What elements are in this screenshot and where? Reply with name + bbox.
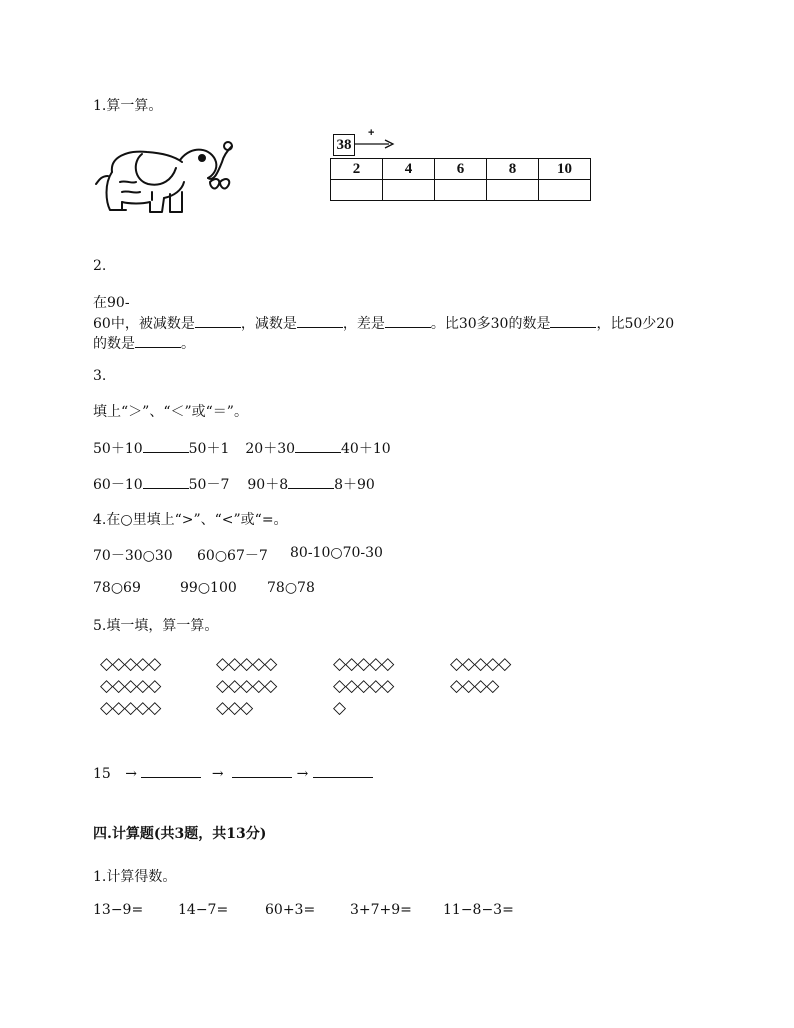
expr: 20＋30 xyxy=(245,441,296,457)
q2-number: 2. xyxy=(93,258,107,274)
q2-text: ，减数是 xyxy=(240,316,297,332)
answer-blank[interactable] xyxy=(232,765,292,778)
answer-cell[interactable] xyxy=(539,180,591,201)
q2-text: 的数是 xyxy=(93,336,135,352)
q2-line3 xyxy=(93,333,195,353)
diamond-row: ◇◇◇◇◇ xyxy=(100,676,161,696)
answer-blank[interactable] xyxy=(297,315,343,328)
problem: 60+3= xyxy=(265,902,316,918)
problem: 3+7+9= xyxy=(350,902,412,918)
answer-blank[interactable] xyxy=(288,476,334,489)
expr: 60－10 xyxy=(93,477,143,493)
q5-chain xyxy=(93,765,373,782)
q4-item: 78○69 xyxy=(93,580,141,596)
answer-cell[interactable] xyxy=(383,180,435,201)
arrow-icon xyxy=(355,139,395,149)
plus-sign: + xyxy=(368,127,375,139)
q5-title: 5.填一填，算一算。 xyxy=(93,618,219,634)
answer-cell[interactable] xyxy=(331,180,383,201)
elephant-image xyxy=(92,132,242,222)
answer-cell[interactable] xyxy=(435,180,487,201)
answer-blank[interactable] xyxy=(195,315,241,328)
expr: 8＋90 xyxy=(334,477,375,493)
expr: 50＋1 xyxy=(188,441,230,457)
table-cell: 6 xyxy=(435,159,487,180)
table-cell: 4 xyxy=(383,159,435,180)
q2-text: ，比50少20 xyxy=(596,316,675,332)
diamond-group xyxy=(333,653,393,719)
diamond-group xyxy=(216,653,276,719)
diamond-row: ◇◇◇◇◇ xyxy=(216,654,277,674)
section4-q1-title: 1.计算得数。 xyxy=(93,869,177,885)
answer-blank[interactable] xyxy=(313,765,373,778)
diamond-row: ◇◇◇◇◇ xyxy=(100,654,161,674)
answer-blank[interactable] xyxy=(295,440,341,453)
diamond-group xyxy=(100,653,160,719)
q4-item: 80-10○70-30 xyxy=(290,545,383,561)
expr: 50＋10 xyxy=(93,441,143,457)
answer-blank[interactable] xyxy=(141,765,201,778)
q4-item: 60○67－7 xyxy=(197,548,268,564)
q1-title: 1.算一算。 xyxy=(93,98,163,114)
arrow-right-icon: → xyxy=(296,766,309,782)
q3-row1 xyxy=(93,438,391,458)
table-cell: 2 xyxy=(331,159,383,180)
diamond-row: ◇◇◇◇◇ xyxy=(333,654,394,674)
table-cell: 10 xyxy=(539,159,591,180)
q4-item: 99○100 xyxy=(180,580,237,596)
table-header-row xyxy=(331,159,591,180)
table-answer-row xyxy=(331,180,591,201)
expr: 40＋10 xyxy=(341,441,391,457)
diamond-group xyxy=(450,653,510,697)
diamond-row: ◇ xyxy=(333,698,346,718)
start-value: 15 xyxy=(93,766,111,782)
expr: 90＋8 xyxy=(247,477,289,493)
q4-item: 70－30○30 xyxy=(93,548,173,564)
diamond-row: ◇◇◇◇◇ xyxy=(333,676,394,696)
q2-text: 60中，被减数是 xyxy=(93,316,195,332)
diamond-row: ◇◇◇ xyxy=(216,698,253,718)
diamond-row: ◇◇◇◇◇ xyxy=(100,698,161,718)
answer-blank[interactable] xyxy=(143,476,189,489)
problem: 13−9= xyxy=(93,902,144,918)
answer-blank[interactable] xyxy=(143,440,189,453)
table-cell: 8 xyxy=(487,159,539,180)
answer-blank[interactable] xyxy=(550,315,596,328)
addition-table xyxy=(330,158,591,201)
q4-title: 4.在○里填上“>”、“<”或“=。 xyxy=(93,512,288,528)
q3-number: 3. xyxy=(93,368,107,384)
arrow-right-icon: → xyxy=(211,766,224,782)
q2-text: 。 xyxy=(181,336,195,352)
q2-text: 。比30多30的数是 xyxy=(430,316,551,332)
start-number-box: 38 xyxy=(333,134,355,156)
q4-item: 78○78 xyxy=(267,580,315,596)
q3-row2 xyxy=(93,474,375,494)
expr: 50－7 xyxy=(188,477,230,493)
answer-blank[interactable] xyxy=(135,335,181,348)
q2-line2 xyxy=(93,313,674,333)
diamond-row: ◇◇◇◇ xyxy=(450,676,499,696)
answer-cell[interactable] xyxy=(487,180,539,201)
arrow-right-icon: → xyxy=(125,766,138,782)
section-heading: 四.计算题(共3题，共13分) xyxy=(93,826,267,842)
diamond-row: ◇◇◇◇◇ xyxy=(450,654,511,674)
answer-blank[interactable] xyxy=(385,315,431,328)
q2-text: ，差是 xyxy=(342,316,385,332)
q2-line1: 在90- xyxy=(93,295,130,311)
diamond-row: ◇◇◇◇◇ xyxy=(216,676,277,696)
problem: 14−7= xyxy=(178,902,229,918)
q3-instruction: 填上“＞”、“＜”或“＝”。 xyxy=(93,404,248,420)
problem: 11−8−3= xyxy=(443,902,514,918)
